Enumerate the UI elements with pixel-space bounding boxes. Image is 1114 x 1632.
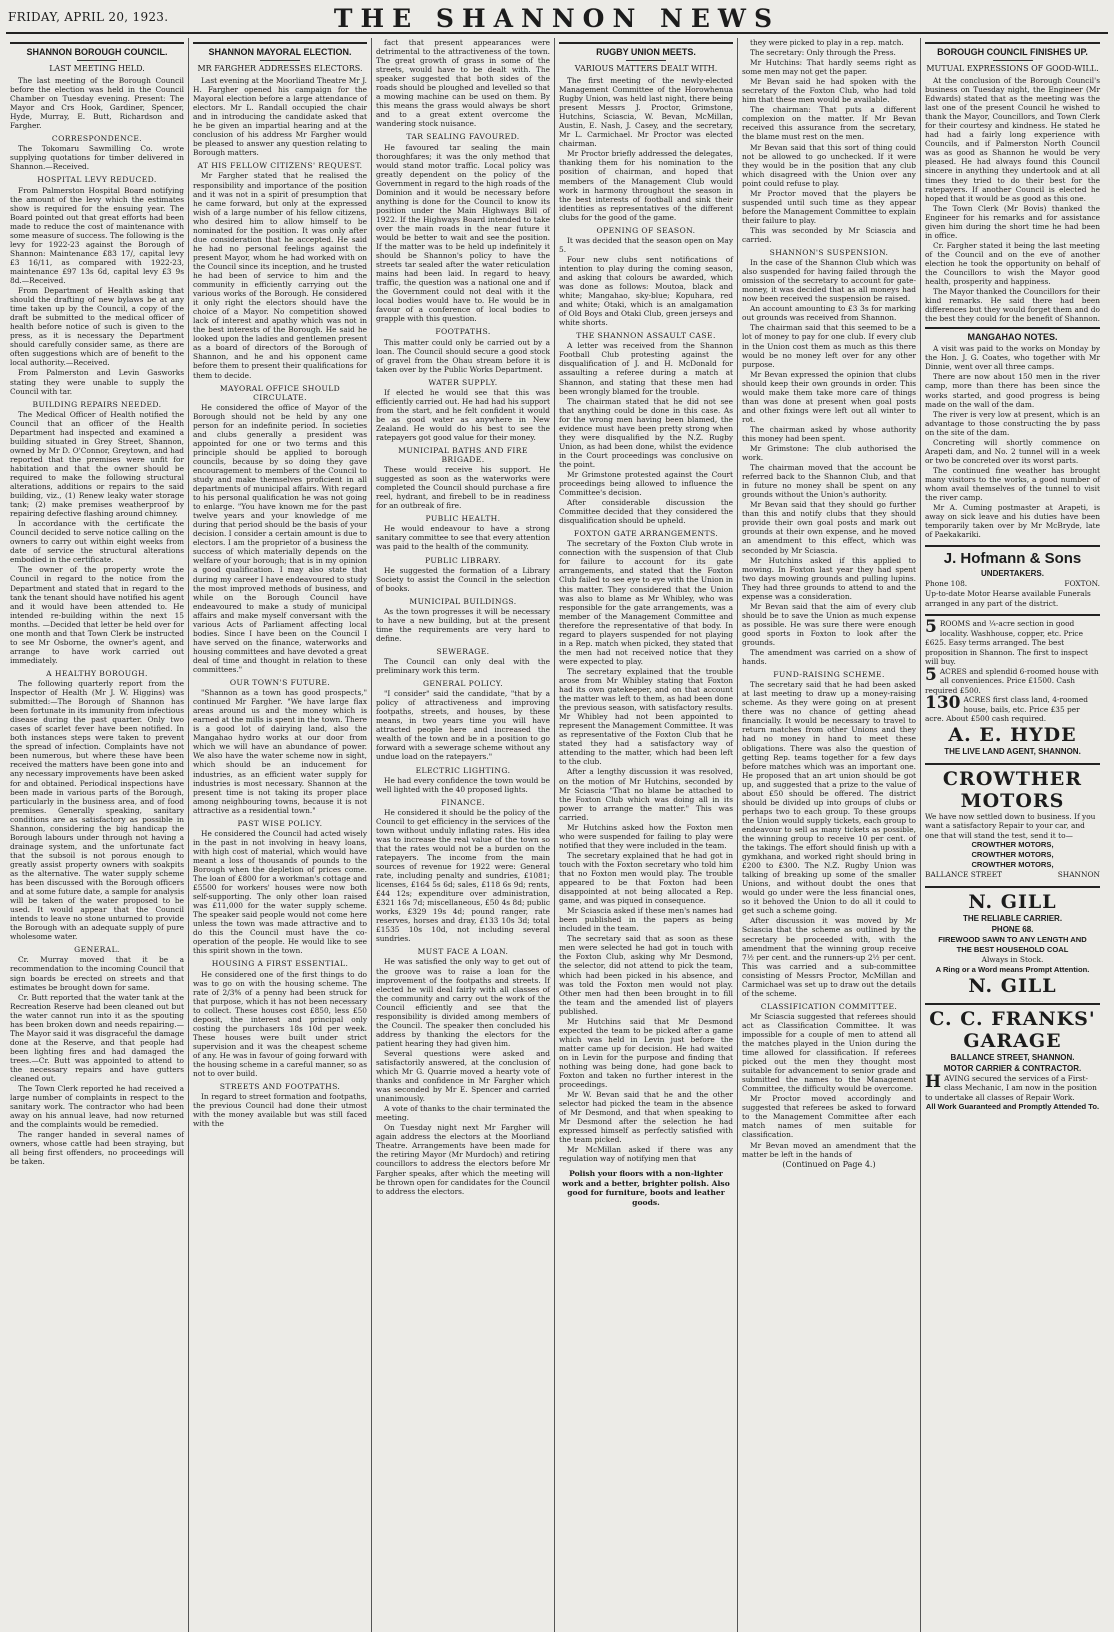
advert-line: A Ring or a Word means Prompt Attention. — [935, 964, 1090, 974]
advert-tagline: THE LIVE LAND AGENT, SHANNON. — [944, 746, 1081, 756]
section-heading: SHANNON'S SUSPENSION. — [769, 248, 889, 258]
article-headline: SHANNON MAYORAL ELECTION. — [193, 42, 367, 58]
paragraph: The chairman moved that the account be referred back to the Shannon Club, and that in future no money shall be spent on any grounds without the Union's authority. — [742, 463, 916, 500]
column-6 — [921, 38, 1104, 1632]
advert-line: CROWTHER MOTORS, — [971, 860, 1054, 870]
paragraph: Mr Hutchins said that Mr Desmond expected the team to be picked after a game which was held in Levin just before the matter came up for decision. He had waited on in Levin for the purpose and finding that nothing was being done, had gone back to Foxton and taken no further interest in the proceedings. — [559, 1016, 733, 1090]
paragraph: It was decided that the season open on May 5. — [559, 235, 733, 254]
divider — [260, 60, 300, 61]
paragraph: The secretary of the Foxton Club wrote in connection with the suspension of that Club for failure to account for its gate arrangements, and stated that the Foxton Club failed to see eye to eye with the Union in this matter. They considered that the Union was also to blame as Mr Whibley, who was responsible for the gate arrangements, was a member of the Management Committee and therefore the representative of that body. In regard to players suspended for not playing in a Rep. match when picked, they stated that the men had not received notice that they were expected to play. — [559, 539, 733, 666]
paragraph: From Department of Health asking that should the drafting of new bylaws be at any time taken up by the Council, a copy of the draft be submitted to the medical officer of health before notice of such is given to the press, as it is necessary the Department should carefully consider same, as there are often suggestions which are of benefit to the local authority.—Received. — [10, 286, 184, 368]
paragraph: He considered the office of Mayor of the Borough should not be held by any one person for an indefinite period. In societies and clubs generally a president was appointed for one or two terms and this principle should be applied to borough councils, because by so doing they gave encouragement to members of the Council to study and make themselves proficient in all departments of municipal affairs. With regard to his personal qualification he was not going to enlarge. "You have known me for the past twelve years and your knowledge of me during that period should be the basis of your decision. I consider a certain amount is due to electors. I am the proprietor of a business the success of which materially depends on the welfare of your borough; that is in my opinion a good qualification. I may also state that during my career I have endeavoured to study the most improved methods of business, and while on the Borough Council have endeavoured to make a study of municipal affairs and make myself conversant with the various Acts of Parliament affecting local bodies. Since I have been on the Council I have served on the finance, waterworks and housing committees and have devoted a great deal of time and thought in relation to these committees." — [193, 402, 368, 674]
paragraph: The chairman asked by whose authority this money had been spent. — [742, 424, 916, 443]
section-heading: CLASSIFICATION COMMITTEE. — [760, 1001, 898, 1011]
section-heading: HOSPITAL LEVY REDUCED. — [37, 175, 157, 185]
paragraph: After considerable discussion the Committee decided that they considered the disqualification should be upheld. — [559, 498, 733, 526]
paragraph: This was seconded by Mr Sciascia and carried. — [742, 225, 916, 244]
section-heading: MAYORAL OFFICE SHOULD CIRCULATE. — [219, 383, 341, 402]
advert-street: BALLANCE STREET, SHANNON. — [950, 1052, 1075, 1062]
section-heading: PUBLIC LIBRARY. — [425, 555, 501, 565]
gill-advert — [925, 886, 1100, 997]
section-heading: FOOTPATHS. — [435, 327, 491, 337]
column-4 — [555, 38, 738, 1632]
paragraph: An account amounting to £3 3s for marking out grounds was received from Shannon. — [742, 304, 916, 323]
paragraph: "Shannon as a town has good prospects," continued Mr Fargher. "We have large flax areas around us and the money which is earned at the mills is spent in the town. There is a good lot of dairying land, also the Mangahao hydro works at our door from which we will have an abundance of power. We also have the water scheme now in sight, which should be an inducement for industries, as an efficient water supply for industries is most necessary. Shannon at the present time is not taking its proper place among neighbouring towns, because it is not attractive as a residential town." — [193, 688, 367, 815]
paragraph: From Palmerston and Levin Gasworks stating they were unable to supply the Council with tar. — [10, 368, 184, 396]
advert-name: CROWTHER MOTORS — [942, 767, 1083, 812]
paragraph: This matter could only be carried out by a loan. The Council should secure a good stock of gravel from the Ohau stream before it is taken over by the Public Works Department. — [376, 337, 550, 374]
paragraph: In the case of the Shannon Club which was also suspended for having failed through the omission of the secretary to account for gate-money, it was decided that as all moneys had now been received the suspension be raised. — [742, 258, 916, 304]
section-heading: OPENING OF SEASON. — [596, 225, 696, 235]
paragraph: He had every confidence the town would be well lighted with the 40 proposed lights. — [376, 775, 550, 794]
paragraph: After discussion it was moved by Mr Sciascia that the scheme as outlined by the secretary be proceeded with, with the amendment that the winning group receive 7½ per cent. and the runners-up 2½ per cent. This was carried and a sub-committee consisting of Messrs Proctor, McMillan and Carmichael was set up to draw out the details of the scheme. — [742, 916, 916, 998]
paragraph: "I consider" said the candidate, "that by a policy of attractiveness and improving footpaths, streets, and houses, by these means, in two years time you will have attracted people here and increased the wealth of the town and be in a position to go forward with a sewerage scheme without any undue load on the ratepayers." — [376, 689, 550, 762]
column-5 — [738, 38, 921, 1632]
paragraph: Mr Bevan said he had spoken with the secretary of the Foxton Club, who had told him that these men would be available. — [742, 77, 916, 105]
paragraph: A visit was paid to the works on Monday by the Hon. J. G. Coates, who together with Mr Dinnie, went over all three camps. — [925, 344, 1100, 372]
advert-phone: Phone 108. — [925, 579, 968, 589]
section-heading: TAR SEALING FAVOURED. — [406, 132, 520, 142]
section-heading: ELECTRIC LIGHTING. — [415, 765, 511, 775]
listing-text: ACRES and splendid 6-roomed house with all conveniences. Price £1500. Cash required £500. — [925, 666, 1099, 695]
paragraph: Mr W. Bevan said that he and the other selector had picked the team in the absence of Mr Desmond, and that when speaking to Mr Desmond after the selection he had expressed himself as perfectly satisfied with the team picked. — [559, 1090, 733, 1145]
paragraph: Mr McMillan asked if there was any regulation way of notifying men that — [559, 1145, 733, 1164]
listing-number: 5 — [925, 617, 937, 638]
advert-tagline: THE RELIABLE CARRIER. — [962, 914, 1063, 924]
paragraph: The chairman said that this seemed to be a lot of money to pay for one club. If every club in the Union cost them as much as this there would be no money left over for any other purpose. — [742, 323, 916, 369]
advert-text: Up-to-date Motor Hearse available Funerals arranged in any part of the district. — [925, 589, 1091, 608]
paragraph: Mr Hutchins asked how the Foxton men who were suspended for failing to play were notified that they were included in the team. — [559, 822, 733, 850]
section-heading: MUNICIPAL BATHS AND FIRE BRIGADE. — [398, 446, 528, 465]
paragraph: Cr. Murray moved that it be a recommendation to the incoming Council that sign boards be erected on streets and that estimates be brought down for same. — [10, 955, 184, 992]
section-heading: PUBLIC HEALTH. — [425, 514, 501, 524]
paragraph: The following quarterly report from the Inspector of Health (Mr J. W. Higgins) was submitted:—The Borough of Shannon has been fortunate in its immunity from infectious disease during the past quarter. Only two cases of scarlet fever have been notified. In both instances steps were taken to prevent the spread of infection. Complaints have not been numerous, but where these have been received the matters have been gone into and any necessary improvements have been asked for and obtained. Periodical inspections have been made in various parts of the Borough, particularly in the business area, and of food premises. Generally speaking, sanitary conditions are as satisfactory as possible in Shannon, considering the big handicap the Borough labours under through not having a drainage system, and the unfortunate fact that the subsoil is not porous enough to greatly assist property owners with soakpits as the alternative. The water supply scheme has been discussed with the Borough officers and at some future date, a sample for analysis will be taken of the water proposed to be used. It would appear that the Council intends to leave no stone unturned to provide the Borough with an adequate supply of pure wholesome water. — [10, 679, 184, 942]
paragraph: On Tuesday night next Mr Fargher will again address the electors at the Moorliand Theatre. Arrangements have been made for the retiring Mayor (Mr Murdoch) and retiring councillors to address the electors before Mr Fargher speaks, after which the meeting will be thrown open for candidates for the Council to address the electors. — [376, 1123, 550, 1196]
paragraph: Four new clubs sent notifications of intention to play during the coming season, and asking that colours be awarded, which was done as follows: Moutoa, black and white; Mangahao, sky-blue; Kopuhara, red and white; Otaki, which is an amalgamation of Old Boys and Otaki Club, green jerseys and white shorts. — [559, 254, 733, 328]
paragraph: Mr A. Cuming postmaster at Arapeti, is away on sick leave and his duties have been temporarily taken over by Mr McBryde, late of Paekakariki. — [925, 503, 1100, 540]
paragraph: Cr. Butt reported that the water tank at the Recreation Reserve had been cleaned out but the water cannot run into it as the spouting has been broken down and needs repairing.—The Mayor said it was disgraceful the damage done at the Reserve, and that people had been lighting fires and had damaged the trees.—Cr. Butt was appointed to attend to the necessary repairs and have gutters cleaned out. — [10, 992, 184, 1084]
paragraph: The Town Clerk (Mr Bovis) thanked the Engineer for his remarks and for assistance given him during the short time he had been in office. — [925, 203, 1100, 240]
paragraph: they were picked to play in a rep. match. — [750, 38, 904, 47]
article-headline: RUGBY UNION MEETS. — [559, 42, 733, 58]
paragraph: If elected he would see that this was efficiently carried out. He had had his support from the start, and he felt confident it would be as good water as anywhere in New Zealand. He would do his best to see the ratepayers got good value for their money. — [376, 387, 550, 442]
section-heading: MUNICIPAL BUILDINGS. — [409, 596, 517, 606]
paragraph: The Tokomaru Sawmilling Co. wrote supplying quotations for timber delivered in Shannon.—Received. — [10, 144, 184, 172]
paragraph: Last evening at the Moorliand Theatre Mr J. H. Fargher opened his campaign for the Mayoral election before a large attendance of electors. Mr L. Randall occupied the chair and in introducing the candidate asked that he be given an impartial hearing and at the conclusion of his address Mr Fargher would be pleased to answer any question relating to Borough matters. — [193, 76, 367, 158]
article-headline: SHANNON BOROUGH COUNCIL. — [10, 42, 184, 58]
paragraph: In accordance with the certificate the Council decided to serve notice calling on the owners to carry out within eight weeks from date of service the structural alterations embodied in the certificate. — [10, 519, 184, 565]
paragraph: Cr. Fargher stated it being the last meeting of the Council and on the eve of another election he took the opportunity on behalf of the Councillors to wish the Mayor good health, prosperity and happiness. — [925, 240, 1100, 287]
paragraph: The secretary: Only through the Press. — [750, 48, 896, 58]
listing — [925, 619, 1100, 667]
paragraph: He favoured tar sealing the main thoroughfares; it was the only method that would stand motor traffic. Local policy was greatly dependent on the policy of the Government in regard to the high roads of the Dominion and it would be necessary before anything is done for the Council to know its position under the Main Highways Bill of 1922. If the Highways Board intended to take over the main roads in the near future it would be better to wait and see the position. If the matter was to be held up indefinitely it should be Shannon's policy to have the streets tar sealed after the water reticulation mains had been laid. In regard to heavy traffic, the question was a national one and if the Government could not deal with it the local bodies would have to. He would be in favour of a conference of local bodies to grapple with this question. — [376, 142, 550, 324]
paragraph: The owner of the property wrote the Council in regard to the notice from the Department and stated that in regard to the tank the tenant should have notified his agent and it would have been attended to. He intended re-building within the next 15 months. —Decided that letter be held over for one month and that Town Clerk be instructed to see Mr Osborne, the owner's agent, and arrange to have work carried out immediately. — [10, 565, 184, 665]
article-headline: MANGAHAO NOTES. — [925, 327, 1100, 343]
paragraph: Mr Sciascia suggested that referees should act as Classification Committee. It was impossible for a couple of men to attend all the matches played in the Union during the time allowed for classification. If referees picked out the men they thought most suitable for advancement to senior grade and submitted the names to the Management Committee, the difficulty would be overcome. — [742, 1011, 916, 1094]
section-heading: WATER SUPPLY. — [428, 377, 498, 387]
advert-street: BALLANCE STREET — [925, 870, 1003, 880]
advert-name: C. C. FRANKS' GARAGE — [929, 1007, 1096, 1052]
hyde-advert — [925, 614, 1100, 757]
paragraph: The secretary explained that he had got in touch with the Foxton secretary who told him that no Foxton men would play. The trouble appeared to be that Foxton had been disappointed at not being allocated a Rep. game, and was piqued in consequence. — [559, 850, 733, 906]
paragraph: The Mayor thanked the Councillors for their kind remarks. He said there had been differences but they would forget them and do the best they could for the benefit of Shannon. — [925, 287, 1100, 324]
paragraph: A letter was received from the Shannon Football Club protesting against the disqualification of J. and H. McDonald for assaulting a referee during a match at Shannon, and stating that these men had been wrongly blamed for the trouble. — [559, 341, 733, 396]
drop-cap: H — [925, 1071, 942, 1092]
paragraph: Mr Sciascia asked if these men's names had been published in the papers as being included in the team. — [559, 906, 733, 934]
section-heading: FOXTON GATE ARRANGEMENTS. — [573, 529, 719, 539]
advert-line: CROWTHER MOTORS, — [971, 840, 1054, 850]
advert-trade: MOTOR CARRIER & CONTRACTOR. — [943, 1063, 1082, 1073]
listing-text: ROOMS and ¼-acre section in good locality. Washhouse, copper, etc. Price £625. Easy terms arranged. The best proposition in Shannon. The first to inspect will buy. — [925, 619, 1088, 667]
paragraph: Concreting will shortly commence on Arapeti dam, and No. 2 tunnel will in a week or two be concreted over its worst parts. — [925, 437, 1100, 465]
continued-note: (Continued on Page 4.) — [782, 1159, 876, 1169]
section-heading: A HEALTHY BOROUGH. — [46, 668, 148, 678]
advert-name: J. Hofmann & Sons — [943, 550, 1082, 568]
paragraph: Mr Bevan expressed the opinion that clubs should keep their own grounds in order. This would make them take more care of things than was done at present when goal posts and other fixings were left out all winter to rot. — [742, 369, 916, 424]
section-heading: SEWERAGE. — [436, 646, 490, 656]
masthead — [6, 4, 1108, 34]
paragraph: Mr Bevan said that the aim of every club should be to save the Union as much expense as possible. He was sure there were enough good sports in Foxton to look after the grounds. — [742, 601, 916, 647]
paragraph: From Palmerston Hospital Board notifying the amount of the levy which the estimates show is required for the ensuing year. The Board pointed out that great efforts had been made to reduce the cost of maintenance with some measure of success. The following is the levy for 1922-23 against the Borough of Shannon: Maintenance £83 17/, capital levy £3 16/11, as compared with 1922-23, maintenance £97 13s 6d, capital levy £3 9s 8d.—Received. — [10, 185, 184, 285]
paragraph: The last meeting of the Borough Council before the election was held in the Council Chamber on Tuesday evening. Present: The Mayor and Crs Hook, Gardiner, Spencer, Hyde, Murray, E. Butt, Richardson and Fargher. — [10, 76, 184, 131]
advert-contact — [925, 579, 1100, 589]
section-heading: OUR TOWN'S FUTURE. — [229, 678, 331, 688]
listing — [925, 664, 1100, 696]
section-heading: FUND-RAISING SCHEME. — [773, 670, 885, 680]
advert-text: AVING secured the services of a First-class Mechanic, I am now in the position to undertake all classes of Repair Work. — [925, 1073, 1097, 1102]
section-heading: MUST FACE A LOAN. — [417, 947, 509, 957]
article-subheading: LAST MEETING HELD. — [49, 64, 145, 73]
advert-name-repeat: N. GILL — [968, 974, 1057, 997]
paragraph: He considered one of the first things to do was to go on with the housing scheme. The rate of 2/3% of a penny had been struck for that purpose, which it has not been necessary to collect. These houses cost £850, less £50 deposit, the interest and principal only costing the purchasers 18s 10d per week. These houses were built under strict supervision and it was the cheapest scheme of any. He was in favour of going forward with the housing scheme in a careful manner, so as not to over build. — [193, 969, 367, 1079]
paragraph: These would receive his support. He suggested as soon as the waterworks were completed the Council should purchase a fire reel, hydrant, and firebell to be in readiness for an outbreak of fire. — [376, 465, 550, 511]
paragraph: He considered it should be the policy of the Council to get efficiency in the services of the town without unduly inflating rates. His idea was to increase the real value of the town so that the rates would not be a burden on the ratepayers. The income from the main sources of revenue for 1922 were: General rate, including penalty and sundries, £1081; licenses, £164 5s 6d; sales, £118 6s 9d; rents, £44 12s; expenditure over administration, £321 16s 7d; miscellaneous, £50 4s 8d; public works, £329 19s 4d; pound ranger, rate reserves, horses and dray, £133 10s 3d; total £1535 10s 10d, not including several sundries. — [376, 807, 550, 944]
paragraph: Several questions were asked and satisfactorily answered, at the conclusion of which Mr G. Quarrie moved a hearty vote of thanks and confidence in Mr Fargher which was seconded by Mr E. Spencer and carried unanimously. — [376, 1048, 550, 1104]
paragraph: The secretary said that as soon as these men were selected he had got in touch with the Foxton Club, asking why Mr Desmond, the selector, did not attend to pick the team, which had been picked in his absence, and was told the Foxton men would not play. Other men had then been brought in to fill the team and the amended list of players published. — [559, 934, 733, 1016]
advert-trade: UNDERTAKERS. — [981, 569, 1044, 579]
listing-number: 5 — [925, 664, 937, 685]
paragraph: The Medical Officer of Health notified the Council that an officer of the Health Department had inspected and examined a building situated in Grey Street, Shannon, owned by Mr D. O'Connor, Greytown, and had reported that the premises were unfit for habitation and that the owner should be required to make the following structural alterations, additions or repairs to the said building, viz., (1) Renew leaky water storage tank; (2) make premises weatherproof by repairing defective flashing around chimney. — [10, 409, 184, 519]
columns — [6, 38, 1108, 1632]
paragraph: He was satisfied the only way to get out of the groove was to raise a loan for the improvement of the footpaths and streets. If elected he will deal fairly with all classes of the community and carry out the work of the Council efficiently and see that the responsibility is divided among members of the Council. The speaker then concluded his address by thanking the electors for the patient hearing they had given him. — [376, 957, 550, 1048]
listing — [925, 695, 1100, 724]
section-heading: GENERAL. — [74, 945, 120, 955]
paragraph: Mr Bevan said that they should go further than this and notify clubs that they should provide their own goal posts and mark out grounds at their own expense, and he moved an amendment to this effect, which was seconded by Mr Sciascia. — [742, 500, 916, 555]
paragraph: The chairman stated that he did not see that anything could be done in this case. As for the wrong men having been blamed, the evidence must have been pretty strong when they were disqualified by the N.Z. Rugby Union, as had been done, whilst the evidence in the Court proceedings was conclusive on the point. — [559, 396, 733, 469]
article-headline: BOROUGH COUNCIL FINISHES UP. — [925, 42, 1100, 58]
advert-tagline: All Work Guaranteed and Promptly Attended To. — [925, 1102, 1100, 1112]
paragraph: The continued fine weather has brought many visitors to the works, a good number of whom avail themselves of the tunnel to visit the river camp. — [925, 465, 1100, 503]
listing-text: ACRES first class land, 4-roomed house, bails, etc. Price £35 per acre. About £500 cash required. — [925, 695, 1088, 724]
newspaper-title: THE SHANNON NEWS — [333, 4, 781, 33]
advert-line: THE BEST HOUSEHOLD COAL — [956, 945, 1069, 955]
paragraph: After a lengthy discussion it was resolved, on the motion of Mr Hutchins, seconded by Mr Sciascia "That no blame be attached to the Foxton Club which was doing all in its power to arrange the matter." This was carried. — [559, 767, 733, 822]
advert-line: FIREWOOD SAWN TO ANY LENGTH AND — [938, 935, 1087, 945]
crowther-advert — [925, 763, 1100, 881]
section-heading: HOUSING A FIRST ESSENTIAL. — [211, 959, 349, 969]
paragraph: Mr Fargher stated that he realised the responsibility and importance of the position and it was not in a spirit of presumption that he came forward, but only at the expressed wish of a large number of his fellow citizens, who desired him to allow himself to be nominated for the position. It was only after due consideration that he accepted. He said he had no personal feelings against the present Mayor, whom he had worked with on the Council since its inception, and he trusted he had been of service to him and the community in efficiently carrying out the various works of the Borough. He considered it only right the electors should have the choice of a Mayor. No competition showed lack of interest and apathy which was not in the best interests of the Borough. He said he looked upon the ladies and gentlemen present as a board of directors of the Borough of Shannon, and he and his opponent came before them to present their qualifications for them to decide. — [193, 171, 367, 380]
section-heading: THE SHANNON ASSAULT CASE. — [576, 331, 716, 341]
paragraph: Mr Hutchins asked if this applied to mowing. In Foxton last year they had spent two days mowing grounds and pulling lupins. They had three grounds to attend to and the expense was a consideration. — [742, 555, 916, 601]
paragraph: Mr Proctor moved accordingly and suggested that referees be asked to forward to the Management Committee after each match names of men suitable for classification. — [742, 1094, 916, 1140]
paragraph: The amendment was carried on a show of hands. — [742, 648, 916, 667]
paragraph: He considered the Council had acted wisely in the past in not involving in heavy loans, with high cost of material, which would have meant a loss of thousands of pounds to the Borough when the depletion of prices come. The loan of £800 for a workman's cottage and £5500 for workers' houses were now both self-supporting. The only other loan raised was £11,000 for the water supply scheme. The speaker said people would not come here unless the town was made attractive and to do this the Council must have the co-operation of the people. He would like to see this spirit shown in the town. — [193, 828, 367, 956]
hofmann-advert — [925, 545, 1100, 608]
paragraph: The first meeting of the newly-elected Management Committee of the Horowhenua Rugby Union, was held last night, there being present Messrs J. Proctor, Grimstone, Hutchins, Sciascia, W. Bevan, McMillan, Austin, E. Nash, J. Casey, and the secretary, Mr L. Carmichael. Mr Proctor was elected chairman. — [559, 76, 733, 149]
advert-text-block — [925, 1071, 1100, 1103]
section-heading: BUILDING REPAIRS NEEDED. — [32, 399, 162, 409]
paragraph: The secretary said that he had been asked at last meeting to draw up a money-raising scheme. As they were going on at present there was no chance of getting ahead financially. It would be necessary to travel to return matches from other Unions and they had no money in hand to meet these obligations. There was also the question of getting Rep. teams together for a few days before matches which was an important one. He proposed that an art union should be got up, and suggested that a prize to the value of about £50 should be offered. The district should be divided up into groups of clubs or perhaps two to each group. To these groups the Union would supply tickets, each group to endeavour to sell as many tickets as possible, the winning group to receive 10 per cent. of the takings. The effort should finish up with a gymkhana, and worked right should bring in £200 to £300. The N.Z. Rugby Union was talking of breaking up some of the smaller Unions, and without doubt the ones that would go under were the less financial ones, so it behoved the Union to do all it could to get such a scheme going. — [742, 680, 916, 916]
paragraph: Mr Grimstone protested against the Court proceedings being allowed to influence the Committee's decision. — [559, 469, 733, 498]
paragraph: As the town progresses it will be necessary to have a new building, but at the present time the requirements are very hard to define. — [376, 606, 550, 643]
paragraph: Mr Bevan moved an amendment that the matter be left in the hands of — [742, 1140, 916, 1159]
section-heading: GENERAL POLICY. — [422, 679, 504, 689]
paragraph: Mr Grimstone: The club authorised the work. — [742, 444, 916, 463]
paragraph: The river is very low at present, which is an advantage to those constructing the by pass on the site of the dam. — [925, 409, 1100, 437]
franks-garage-advert — [925, 1003, 1100, 1113]
listing-number: 130 — [925, 693, 961, 714]
divider — [993, 60, 1033, 61]
section-heading: AT HIS FELLOW CITIZENS' REQUEST. — [197, 161, 363, 171]
paragraph: He suggested the formation of a Library Society to assist the Council in the selection of books. — [376, 565, 550, 593]
article-subheading: VARIOUS MATTERS DEALT WITH. — [574, 64, 718, 73]
section-heading: CORRESPONDENCE. — [51, 134, 143, 144]
paragraph: At the conclusion of the Borough Council's business on Tuesday night, the Engineer (Mr Edwards) stated that as the meeting was the last one of the present Council he wished to thank the Mayor, Councillors, and Town Clerk for their courtesy and kindness. He stated he had had a fairly long experience with Councils, and if Palmerston North Council was as good as Shannon he would be very pleased. He had always found this Council sincere in anything they undertook and at all times they tried to do their best for the ratepayers. If another Council is elected he hoped that it would be as good as this one. — [925, 76, 1100, 203]
paragraph: Mr Proctor briefly addressed the delegates, thanking them for his nomination to the position of chairman, and hoped that members of the Management Club would work in harmony throughout the season in the best interests of football and sink their identities as representatives of the different clubs for the good of the game. — [559, 149, 733, 222]
advert-text: We have now settled down to business. If you want a satisfactory Repair to your car, and one that will stand the test, send it to— — [925, 811, 1096, 840]
article-subheading: MR FARGHER ADDRESSES ELECTORS. — [197, 64, 363, 73]
divider — [626, 60, 666, 61]
column-1 — [6, 38, 189, 1632]
article-subheading: MUTUAL EXPRESSIONS OF GOOD-WILL. — [926, 64, 1099, 73]
advert-town: FOXTON. — [1064, 579, 1100, 589]
paragraph: A vote of thanks to the chair terminated the meeting. — [376, 1104, 550, 1123]
paragraph: He would endeavour to have a strong sanitary committee to see that every attention was paid to the health of the community. — [376, 524, 550, 552]
paragraph: There are now about 150 men in the river camp, more than there has been since the works started, and good progress is being made on the wall of the dam. — [925, 372, 1100, 409]
column-3 — [372, 38, 555, 1632]
advert-name: N. GILL — [968, 891, 1057, 914]
advert-phone: PHONE 68. — [991, 925, 1034, 935]
section-heading: FINANCE. — [440, 797, 485, 807]
paragraph: Mr Hutchins: That hardly seems right as some men may not get the paper. — [742, 58, 916, 77]
section-heading: STREETS AND FOOTPATHS. — [219, 1082, 341, 1092]
advert-address — [925, 870, 1100, 880]
advert-name: A. E. HYDE — [948, 723, 1077, 746]
divider — [77, 60, 117, 61]
paragraph: fact that present appearances were detrimental to the attractiveness of the town. The great growth of grass in some of the streets, would have to be dealt with. The speaker suggested that both sides of the roads should be ploughed and levelled so that a mowing machine can be used on them. By this means the grass would always be short and to a great extent overcome the wandering stock nuisance. — [376, 38, 550, 129]
section-heading: PAST WISE POLICY. — [237, 818, 323, 828]
paragraph: Mr Bevan said that this sort of thing could not be allowed to go unchecked. If it were they would be in the position that any club which disagreed with the Union over any point could refuse to play. — [742, 142, 916, 188]
paragraph: The Council can only deal with the preliminary work this term. — [376, 657, 550, 676]
advert-line: CROWTHER MOTORS, — [971, 850, 1054, 860]
polish-advert: Polish your floors with a non-lighter work and a better, brighter polish. Also good for furniture, boots and leather goods. — [562, 1169, 730, 1207]
paragraph: The ranger handed in several names of owners, whose cattle had been straying, but all being first offenders, no proceedings will be taken. — [10, 1130, 184, 1167]
paragraph: Mr Proctor moved that the players be suspended until such time as they appear before the Management Committee to explain their failure to play. — [742, 188, 916, 225]
paragraph: In regard to street formation and footpaths, the previous Council had done their utmost with the money available but was still faced with the — [193, 1092, 367, 1129]
advert-line: Always in Stock. — [981, 955, 1044, 965]
advert-town: SHANNON — [1057, 870, 1100, 880]
paragraph: The Town Clerk reported he had received a large number of complaints in respect to the sanitary work. The contractor who had been away on his annual leave, had now returned and the complaints would be remedied. — [10, 1084, 184, 1130]
column-2 — [189, 38, 372, 1632]
paragraph: The chairman: That puts a different complexion on the matter. If Mr Bevan received this assurance from the secretary, the blame must rest on the men. — [742, 105, 916, 142]
paragraph: The secretary explained that the trouble arose from Mr Whibley stating that Foxton had its own gatekeeper, and on that account the matter was left to them, as had been done the previous season, with satisfactory results. Mr Whibley had not been appointed to represent the Management Committee. It was as representative of the Foxton Club that he stated they had a satisfactory way of attending to the matter, which had been left to the club. — [559, 666, 733, 767]
issue-date: FRIDAY, APRIL 20, 1923. — [8, 10, 169, 24]
